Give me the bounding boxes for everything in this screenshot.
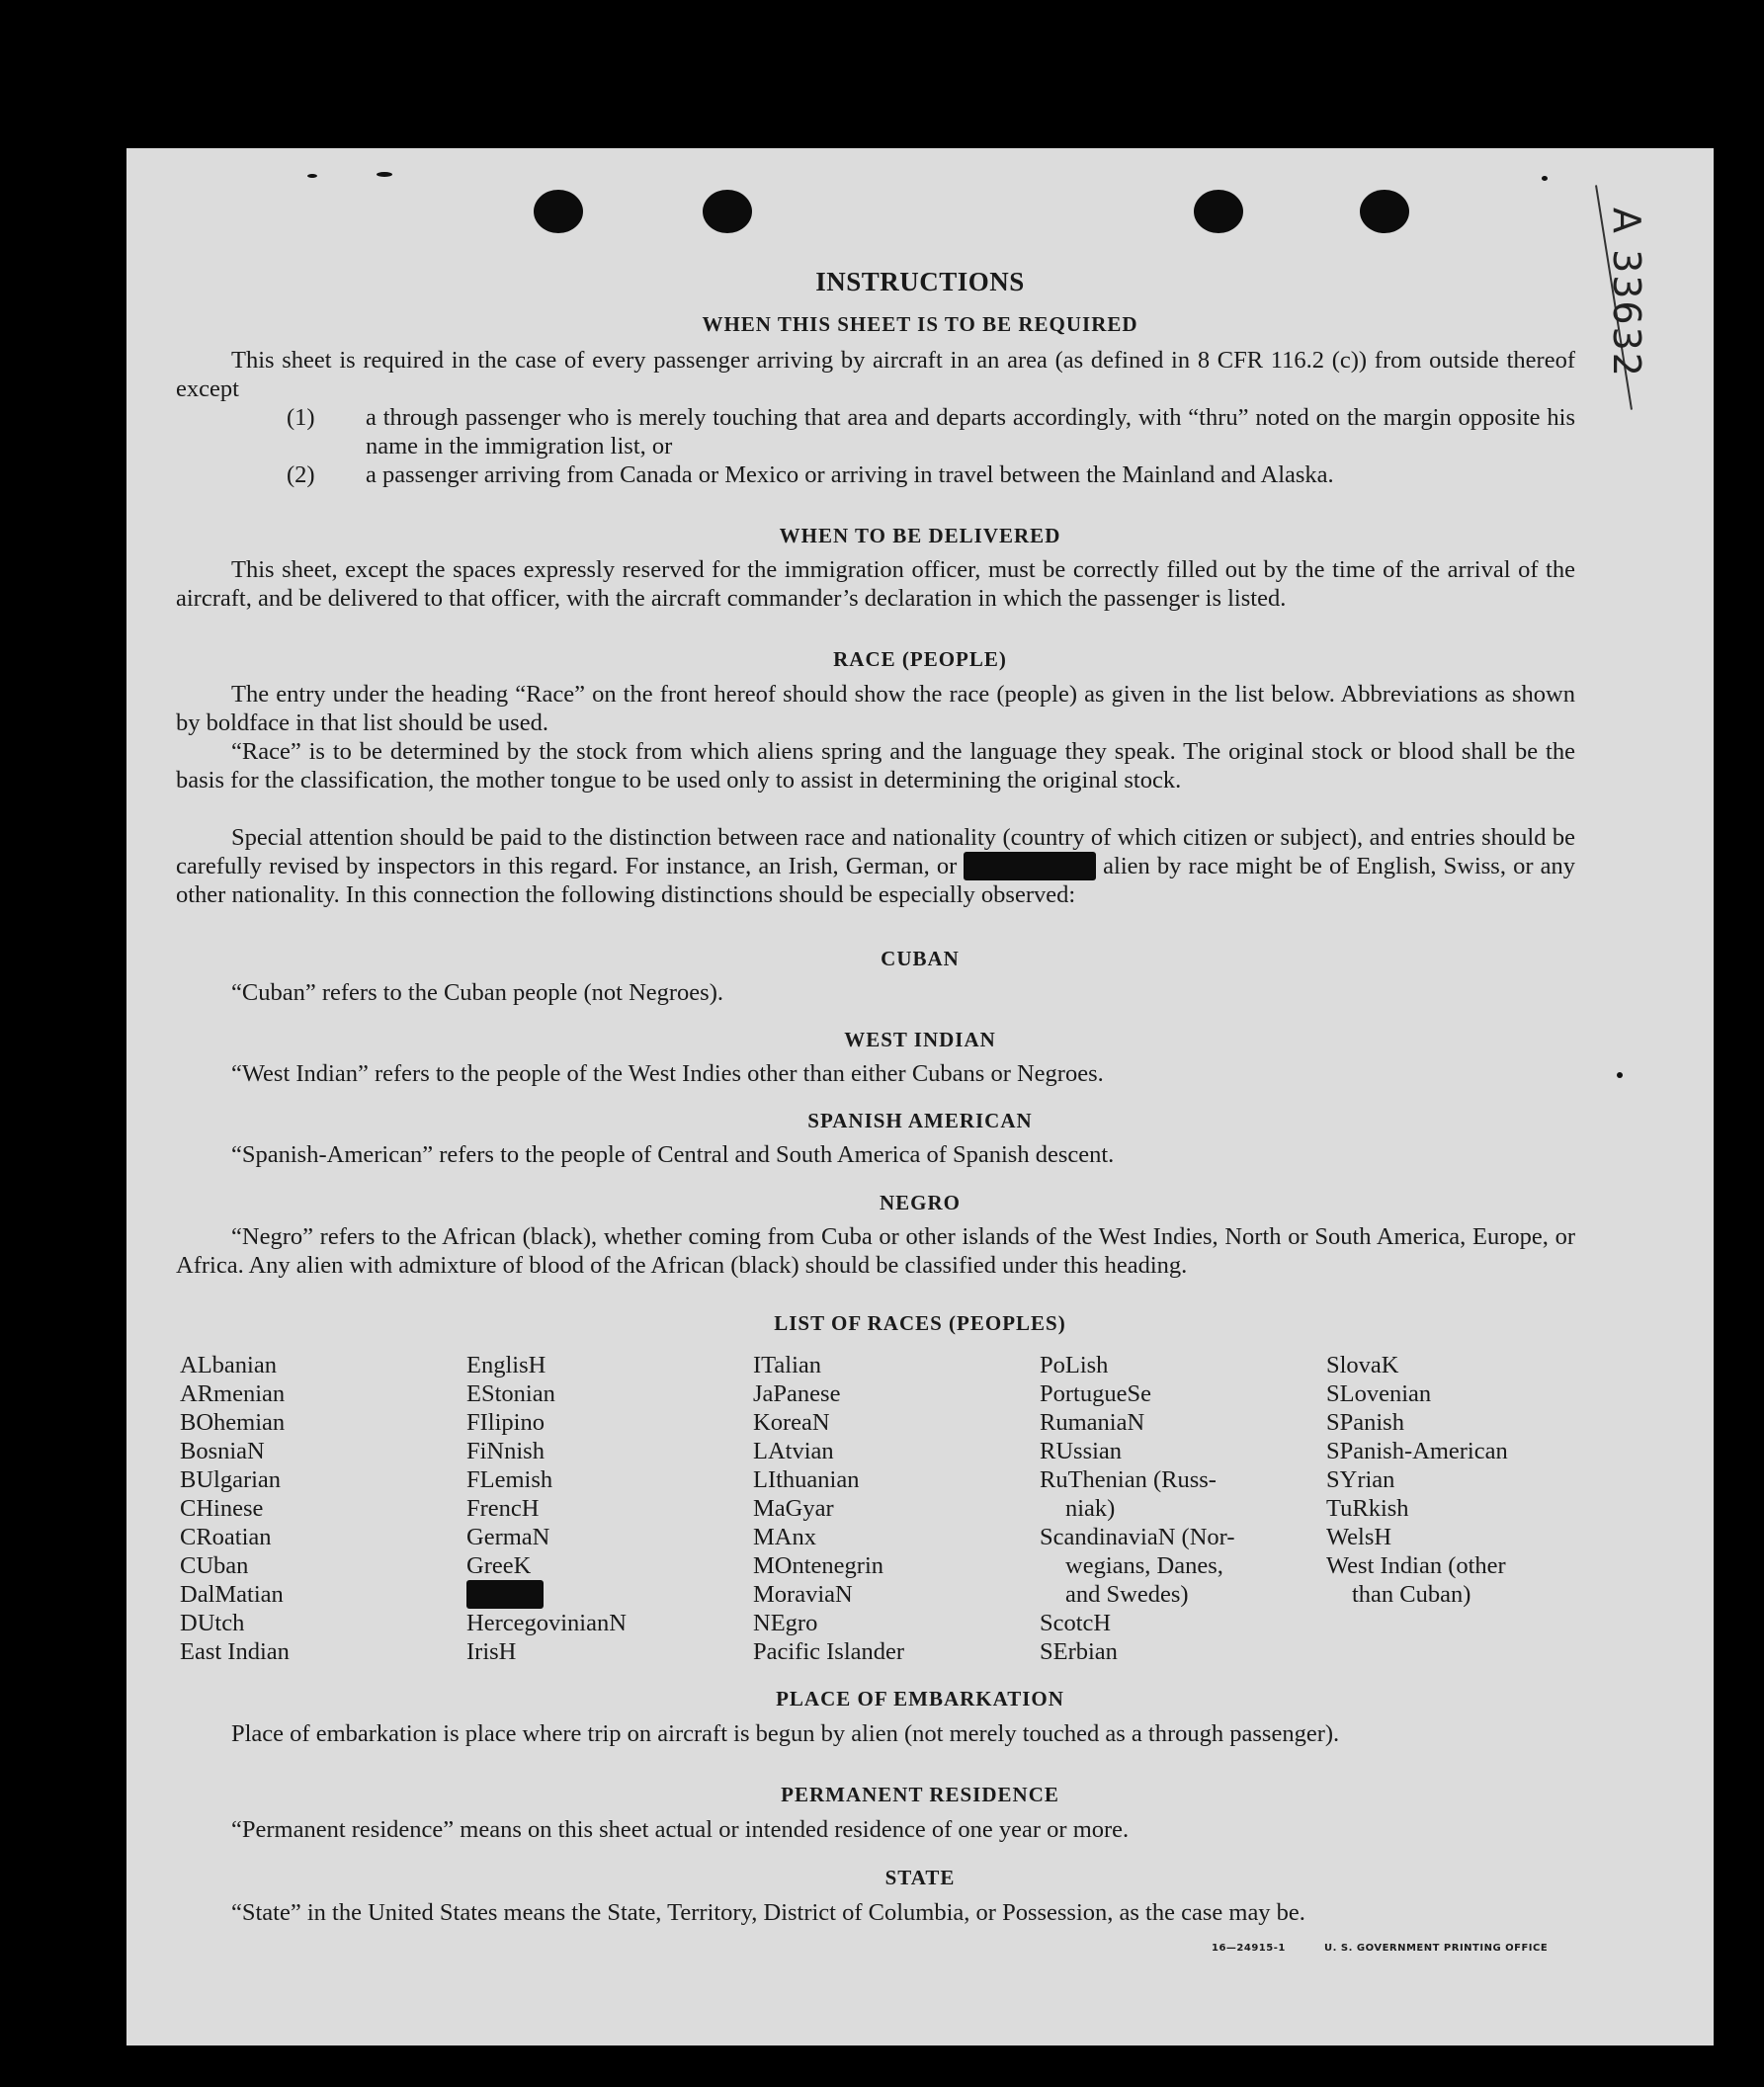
list-item: ScotcH bbox=[1040, 1610, 1112, 1636]
list-item: CUban bbox=[180, 1552, 249, 1579]
list-item-continued: wegians, Danes, bbox=[1065, 1552, 1223, 1579]
item-number: (2) bbox=[287, 461, 315, 488]
punch-hole bbox=[703, 190, 752, 233]
list-item: MAnx bbox=[753, 1524, 816, 1550]
handwritten-number: A 33632 bbox=[1605, 208, 1648, 378]
required-intro-text: This sheet is required in the case of every passenger arriving by aircraft in an area (as defined in 8 CFR 116.2 (c)) from outside thereof except bbox=[176, 347, 1575, 402]
list-item: EStonian bbox=[466, 1380, 555, 1407]
list-item: WelsH bbox=[1326, 1524, 1392, 1550]
list-item: West Indian (other bbox=[1326, 1552, 1506, 1579]
spanish-american-text: “Spanish-American” refers to the people of Central and South America of Spanish descent. bbox=[231, 1141, 1115, 1168]
list-item: East Indian bbox=[180, 1638, 290, 1665]
printer-imprint: U. S. GOVERNMENT PRINTING OFFICE bbox=[1324, 1943, 1549, 1954]
race-p3-part1: Special attention should be paid to the distinction between race and nationality (country of which citizen or subject), and entries should be carefully revised by inspectors in this regard. For instance, an Irish, German, or bbox=[176, 824, 1575, 879]
race-p3 bbox=[176, 823, 1575, 909]
race-p3-part2: alien by race might be of English, Swiss, or any other nationality. In this connection the following distinctions should be especially observed: bbox=[176, 853, 1576, 908]
punch-hole bbox=[1194, 190, 1243, 233]
speck bbox=[1617, 1072, 1623, 1078]
heading-negro: NEGRO bbox=[879, 1191, 961, 1214]
cuban-text: “Cuban” refers to the Cuban people (not Negroes). bbox=[231, 979, 723, 1006]
list-item: GermaN bbox=[466, 1524, 550, 1550]
speck bbox=[1542, 176, 1548, 181]
list-item: GreeK bbox=[466, 1552, 532, 1579]
list-item: LIthuanian bbox=[753, 1466, 860, 1493]
list-item: CHinese bbox=[180, 1495, 264, 1522]
speck bbox=[377, 172, 392, 177]
race-p1: The entry under the heading “Race” on the front hereof should show the race (people) as given in the list below. Abbreviations as shown by boldface in that list should be used. bbox=[176, 681, 1575, 736]
item-text: a through passenger who is merely touching that area and departs accordingly, with “thru” noted on the margin opposite his name in the immigration list, or bbox=[366, 404, 1575, 459]
heading-required: WHEN THIS SHEET IS TO BE REQUIRED bbox=[702, 312, 1138, 336]
state-text: “State” in the United States means the State, Territory, District of Columbia, or Possession, as the case may be. bbox=[231, 1899, 1305, 1926]
list-item: FrencH bbox=[466, 1495, 540, 1522]
list-item: BOhemian bbox=[180, 1409, 286, 1436]
document-sheet bbox=[126, 148, 1714, 2045]
list-item: JaPanese bbox=[753, 1380, 841, 1407]
race-p2: “Race” is to be determined by the stock from which aliens spring and the language they speak. The original stock or blood shall be the basis for the classification, the mother tongue to be used only to assist in determining the original stock. bbox=[176, 738, 1575, 793]
list-item: SPanish bbox=[1326, 1409, 1404, 1436]
list-item-continued: niak) bbox=[1065, 1495, 1116, 1522]
heading-state: STATE bbox=[884, 1866, 956, 1889]
speck bbox=[307, 174, 317, 178]
list-item: LAtvian bbox=[753, 1438, 834, 1464]
negro-text: “Negro” refers to the African (black), whether coming from Cuba or other islands of the West Indies, North or South America, Europe, or Africa. Any alien with admixture of blood of the African (black) should be classified under this heading. bbox=[176, 1223, 1575, 1279]
list-item: ALbanian bbox=[180, 1352, 277, 1378]
punch-hole bbox=[534, 190, 583, 233]
list-item: TuRkish bbox=[1326, 1495, 1409, 1522]
heading-west-indian: WEST INDIAN bbox=[844, 1028, 996, 1051]
list-item-continued: than Cuban) bbox=[1352, 1581, 1471, 1608]
list-item: SErbian bbox=[1040, 1638, 1118, 1665]
race-column-1 bbox=[180, 1351, 290, 1666]
page-title: INSTRUCTIONS bbox=[815, 267, 1025, 296]
race-column-4 bbox=[1040, 1351, 1234, 1666]
punch-hole bbox=[1360, 190, 1409, 233]
list-item: DalMatian bbox=[180, 1581, 284, 1608]
list-item: FLemish bbox=[466, 1466, 553, 1493]
heading-race: RACE (PEOPLE) bbox=[833, 647, 1007, 671]
delivered-text: This sheet, except the spaces expressly reserved for the immigration officer, must be correctly filled out by the time of the arrival of the aircraft, and be delivered to that officer, with the aircraft commander’s declaration in which the passenger is listed. bbox=[176, 556, 1575, 612]
list-item: BosniaN bbox=[180, 1438, 265, 1464]
list-item: NEgro bbox=[753, 1610, 818, 1636]
required-item-2 bbox=[287, 460, 1575, 489]
heading-spanish-american: SPANISH AMERICAN bbox=[807, 1109, 1033, 1132]
list-item: RUssian bbox=[1040, 1438, 1123, 1464]
form-number: 16—24915-1 bbox=[1212, 1943, 1286, 1954]
list-item-continued: and Swedes) bbox=[1065, 1581, 1189, 1608]
heading-residence: PERMANENT RESIDENCE bbox=[781, 1783, 1059, 1806]
list-item: MaGyar bbox=[753, 1495, 834, 1522]
required-intro bbox=[176, 346, 1575, 403]
redacted-list-item bbox=[466, 1580, 627, 1609]
list-item: FIlipino bbox=[466, 1409, 545, 1436]
item-text: a passenger arriving from Canada or Mexico or arriving in travel between the Mainland and Alaska. bbox=[366, 461, 1334, 488]
list-item: KoreaN bbox=[753, 1409, 830, 1436]
list-item: RuThenian (Russ- bbox=[1040, 1466, 1217, 1493]
list-item: FiNnish bbox=[466, 1438, 545, 1464]
list-item: CRoatian bbox=[180, 1524, 272, 1550]
list-item: BUlgarian bbox=[180, 1466, 282, 1493]
race-column-5 bbox=[1326, 1351, 1508, 1609]
heading-cuban: CUBAN bbox=[881, 947, 960, 970]
list-item: PoLish bbox=[1040, 1352, 1109, 1378]
heading-embarkation: PLACE OF EMBARKATION bbox=[776, 1687, 1064, 1711]
list-item: RumaniaN bbox=[1040, 1409, 1145, 1436]
race-column-3 bbox=[753, 1351, 904, 1666]
residence-text: “Permanent residence” means on this sheet actual or intended residence of one year or more. bbox=[231, 1816, 1130, 1843]
required-item-1 bbox=[287, 403, 1575, 460]
item-number: (1) bbox=[287, 404, 315, 431]
list-item: ITalian bbox=[753, 1352, 822, 1378]
list-item: PortugueSe bbox=[1040, 1380, 1151, 1407]
list-item: ARmenian bbox=[180, 1380, 286, 1407]
embarkation-text: Place of embarkation is place where trip on aircraft is begun by alien (not merely touched as a through passenger). bbox=[231, 1720, 1340, 1747]
west-indian-text: “West Indian” refers to the people of the West Indies other than either Cubans or Negroes. bbox=[231, 1060, 1104, 1087]
list-item: EnglisH bbox=[466, 1352, 546, 1378]
redacted-word bbox=[466, 1580, 544, 1609]
list-item: SLovenian bbox=[1326, 1380, 1432, 1407]
heading-delivered: WHEN TO BE DELIVERED bbox=[779, 524, 1061, 547]
list-item: HercegovinianN bbox=[466, 1610, 627, 1636]
list-item: SYrian bbox=[1326, 1466, 1395, 1493]
redacted-word bbox=[964, 852, 1096, 880]
heading-list-of-races: LIST OF RACES (PEOPLES) bbox=[774, 1311, 1066, 1335]
race-column-2 bbox=[466, 1351, 627, 1666]
list-item: MOntenegrin bbox=[753, 1552, 883, 1579]
list-item: SPanish-American bbox=[1326, 1438, 1508, 1464]
list-item: DUtch bbox=[180, 1610, 245, 1636]
list-item: SlovaK bbox=[1326, 1352, 1399, 1378]
list-item: MoraviaN bbox=[753, 1581, 853, 1608]
list-item: IrisH bbox=[466, 1638, 517, 1665]
list-item: Pacific Islander bbox=[753, 1638, 905, 1665]
list-item: ScandinaviaN (Nor- bbox=[1040, 1524, 1235, 1550]
